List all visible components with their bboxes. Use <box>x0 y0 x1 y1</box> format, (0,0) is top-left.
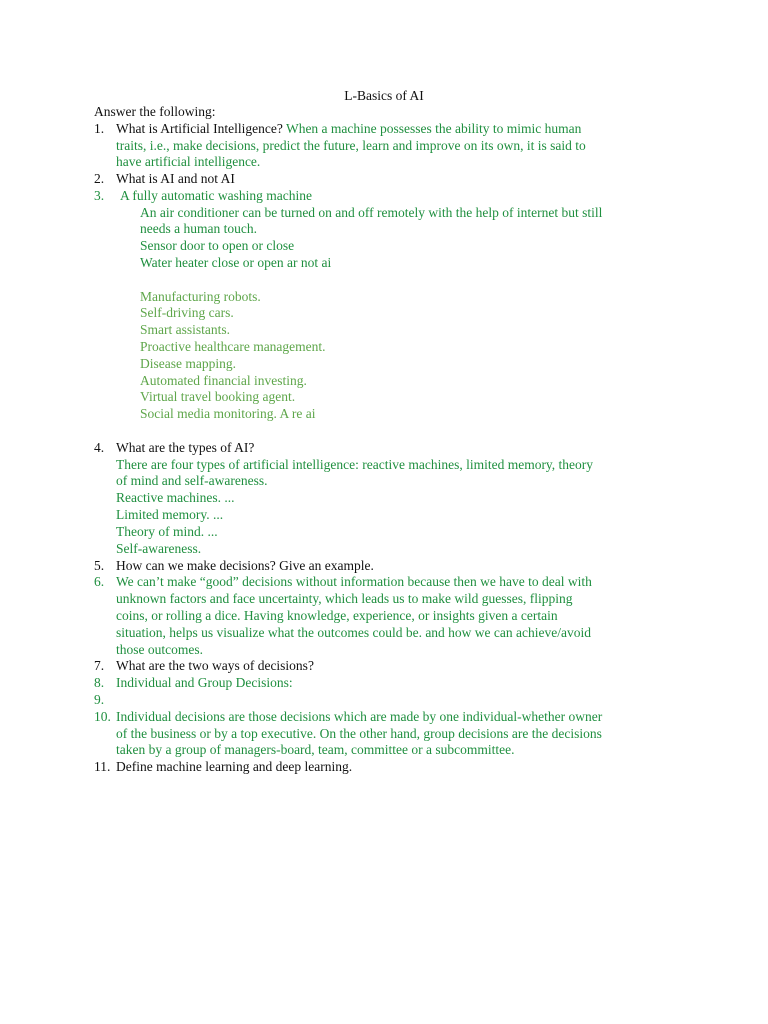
question-1 <box>116 121 581 137</box>
ai-example: Automated financial investing. <box>140 373 307 388</box>
answer-10-line-2: of the business or by a top executive. On the other hand, group decisions are the decisions <box>116 726 602 741</box>
question-11: Define machine learning and deep learning. <box>116 759 353 774</box>
question-4: What are the types of AI? <box>116 440 255 455</box>
question-1-text: What is Artificial Intelligence? <box>116 121 283 136</box>
ai-example: Virtual travel booking agent. <box>140 389 296 404</box>
answer-4-line-5: Theory of mind. ... <box>116 524 218 539</box>
ai-example: Smart assistants. <box>140 322 230 337</box>
item-number-10: 10. <box>94 709 111 724</box>
answer-3-line-2: An air conditioner can be turned on and off remotely with the help of internet but still <box>140 205 603 220</box>
item-number-11: 11. <box>94 759 111 774</box>
answer-6-line-1: We can’t make “good” decisions without information because then we have to deal with <box>116 574 592 589</box>
answer-3-line-3: needs a human touch. <box>140 221 257 236</box>
question-5: How can we make decisions? Give an example. <box>116 558 374 573</box>
item-number-6: 6. <box>94 574 105 589</box>
answer-6-line-2: unknown factors and face uncertainty, which leads us to make wild guesses, flipping <box>116 591 573 606</box>
item-number-2: 2. <box>94 171 105 186</box>
answer-3-line-4: Sensor door to open or close <box>140 238 295 253</box>
answer-6-line-3: coins, or rolling a dice. Having knowledge, experience, or insights given a certain <box>116 608 558 623</box>
answer-4-line-6: Self-awareness. <box>116 541 202 556</box>
answer-3-line-5: Water heater close or open ar not ai <box>140 255 332 270</box>
answer-1-line-3: have artificial intelligence. <box>116 154 261 169</box>
ai-example: Self-driving cars. <box>140 305 234 320</box>
answer-8: Individual and Group Decisions: <box>116 675 293 690</box>
question-2: What is AI and not AI <box>116 171 235 186</box>
ai-example: Proactive healthcare management. <box>140 339 326 354</box>
ai-example: Social media monitoring. A re ai <box>140 406 316 421</box>
question-7: What are the two ways of decisions? <box>116 658 314 673</box>
answer-6-line-5: those outcomes. <box>116 642 203 657</box>
answer-10-line-3: taken by a group of managers-board, team, committee or a subcommittee. <box>116 742 515 757</box>
answer-4-line-4: Limited memory. ... <box>116 507 224 522</box>
item-number-4: 4. <box>94 440 105 455</box>
ai-example: Disease mapping. <box>140 356 236 371</box>
answer-6-line-4: situation, helps us visualize what the outcomes could be. and how we can achieve/avoid <box>116 625 591 640</box>
answer-4-line-2: of mind and self-awareness. <box>116 473 268 488</box>
answer-1-line-1: When a machine possesses the ability to mimic human <box>285 121 582 136</box>
answer-4-line-1: There are four types of artificial intelligence: reactive machines, limited memory, theory <box>116 457 594 472</box>
answer-10-line-1: Individual decisions are those decisions which are made by one individual-whether owner <box>116 709 603 724</box>
item-number-9: 9. <box>94 692 105 707</box>
answer-1-line-2: traits, i.e., make decisions, predict the future, learn and improve on its own, it is said to <box>116 138 586 153</box>
ai-example: Manufacturing robots. <box>140 289 261 304</box>
item-number-1: 1. <box>94 121 105 136</box>
item-number-7: 7. <box>94 658 105 673</box>
item-number-8: 8. <box>94 675 105 690</box>
document-title: L-Basics of AI <box>344 88 424 103</box>
item-number-5: 5. <box>94 558 105 573</box>
item-number-3: 3. <box>94 188 105 203</box>
intro-text: Answer the following: <box>94 104 216 119</box>
answer-4-line-3: Reactive machines. ... <box>116 490 235 505</box>
answer-3-line-1: A fully automatic washing machine <box>120 188 312 203</box>
